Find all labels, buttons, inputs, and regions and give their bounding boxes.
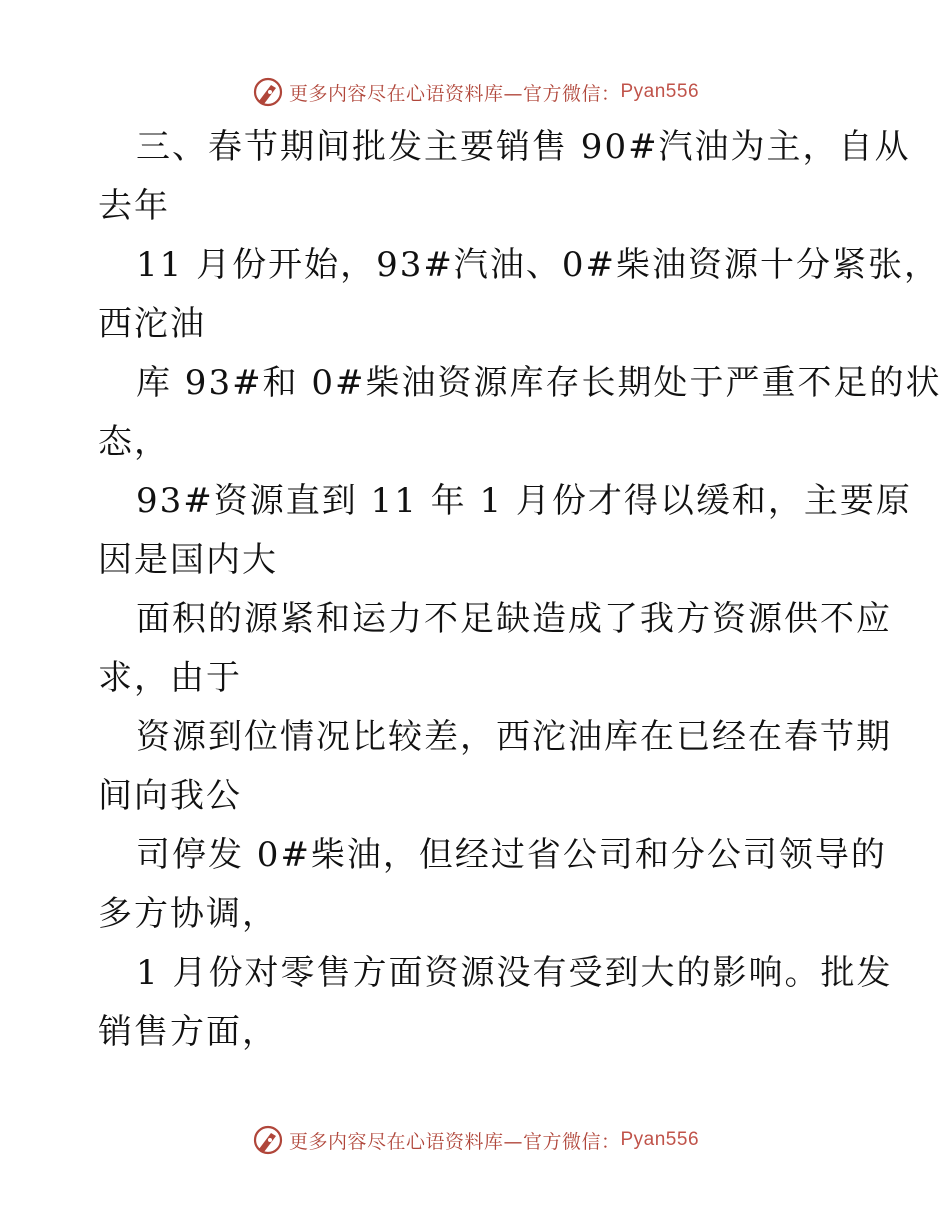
text-line: 求，由于 (98, 658, 242, 698)
text-line: 司停发 0#柴油，但经过省公司和分公司领导的 (136, 835, 887, 875)
text-line: 销售方面， (98, 1012, 278, 1052)
watermark-text: 更多内容尽在心语资料库—官方微信： (288, 82, 621, 105)
watermark-text: 更多内容尽在心语资料库—官方微信： (288, 1130, 621, 1153)
text-line: 间向我公 (98, 776, 242, 816)
text-line: 1 月份对零售方面资源没有受到大的影响。批发 (136, 953, 893, 993)
pen-nib-logo-icon (251, 1123, 285, 1157)
text-line: 多方协调， (98, 894, 278, 934)
text-line: 去年 (98, 186, 170, 226)
footer-watermark (0, 1120, 950, 1160)
watermark-wechat-id: Pyan556 (620, 81, 700, 102)
text-line: 库 93#和 0#柴油资源库存长期处于严重不足的状 (136, 363, 942, 403)
text-line: 因是国内大 (98, 540, 278, 580)
text-line: 态， (98, 422, 170, 462)
text-line: 面积的源紧和运力不足缺造成了我方资源供不应 (136, 599, 892, 639)
text-line: 三、春节期间批发主要销售 90#汽油为主，自从 (136, 127, 911, 167)
header-watermark (0, 72, 950, 112)
document-body (98, 118, 942, 1062)
watermark-wechat-id: Pyan556 (620, 1129, 700, 1150)
text-line: 资源到位情况比较差，西沱油库在已经在春节期 (136, 717, 892, 757)
text-line: 11 月份开始，93#汽油、0#柴油资源十分紧张， (136, 245, 940, 285)
text-line: 93#资源直到 11 年 1 月份才得以缓和，主要原 (136, 481, 912, 521)
pen-nib-logo-icon (251, 75, 285, 109)
text-line: 西沱油 (98, 304, 206, 344)
